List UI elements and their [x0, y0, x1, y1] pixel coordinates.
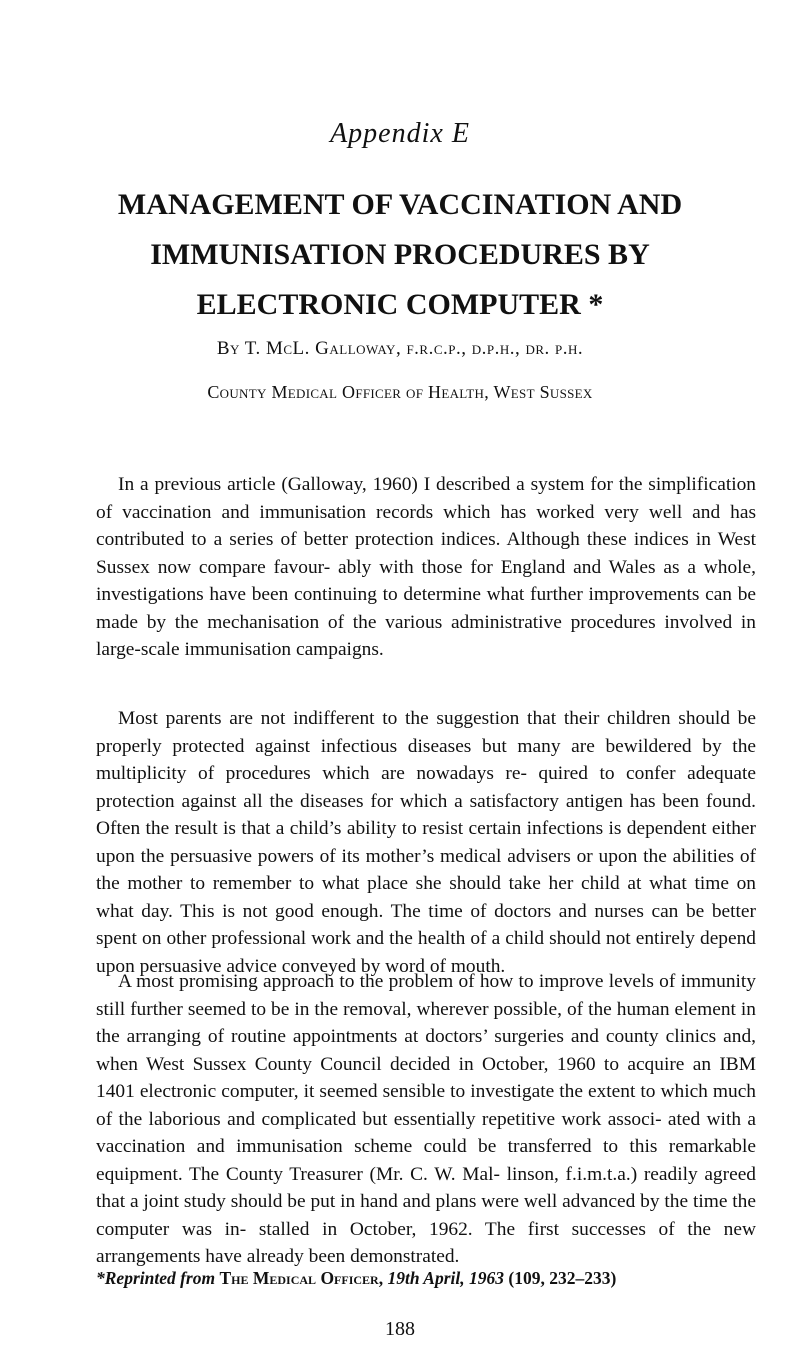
- body-paragraph-1: In a previous article (Galloway, 1960) I described a system for the simplification of vaccination and immunisation records which has worked very well and has contributed to a series of better protection indices. Although these indices in West Sussex now compare favour- ably with those for England and Wales as a whole, investigations have been continuing to determine what further improvements can be made by the mechanisation of the various administrative procedures involved in large-scale immunisation campaigns.: [96, 474, 756, 661]
- footnote-date: 19th April, 1963: [387, 1268, 504, 1288]
- footnote-reference: (109, 232–233): [508, 1268, 617, 1288]
- title-line-2: IMMUNISATION PROCEDURES BY: [150, 238, 650, 271]
- footnote-prefix: *Reprinted from: [96, 1268, 216, 1288]
- title-line-3: ELECTRONIC COMPUTER *: [196, 288, 604, 321]
- article-title: [60, 180, 740, 330]
- body-paragraph-2: Most parents are not indifferent to the suggestion that their children should be properly protected against infectious diseases but many are bewildered by the multiplicity of procedures which are nowadays re- quired to confer adequate protection against all the diseases for which a satisfactory antigen has been found. Often the result is that a child’s ability to resist certain infections is dependent either upon the persuasive powers of its mother’s medical advisers or upon the abilities of the mother to remember to what place she should take her child at what time on what day. This is not good enough. The time of doctors and nurses can be better spent on other professional work and the health of a child should not entirely depend upon persuasive advice conveyed by word of mouth.: [96, 708, 756, 977]
- body-paragraph-3: A most promising approach to the problem of how to improve levels of immunity still further seemed to be in the removal, wherever possible, of the human element in the arranging of routine appointments at doctors’ surgeries and county clinics and, when West Sussex County Council decided in October, 1960 to acquire an IBM 1401 electronic computer, it seemed sensible to investigate the extent to which much of the laborious and complicated but essentially repetitive work associ- ated with a vaccination and immunisation scheme could be transferred to this remarkable equipment. The County Treasurer (Mr. C. W. Mal- linson, f.i.m.t.a.) readily agreed that a joint study should be put in hand and plans were well advanced by the time the computer was in- stalled in October, 1962. The first successes of the new arrangements have already been demonstrated.: [96, 971, 756, 1268]
- title-line-1: MANAGEMENT OF VACCINATION AND: [117, 188, 683, 221]
- footnote: [96, 1268, 756, 1289]
- author-affiliation: County Medical Officer of Health, West Sussex: [207, 382, 593, 402]
- footnote-journal: The Medical Officer,: [219, 1268, 384, 1288]
- page-number: 188: [385, 1318, 415, 1340]
- appendix-label: Appendix E: [330, 118, 470, 149]
- author-line: By T. McL. Galloway, f.r.c.p., d.p.h., dr. p.h.: [216, 338, 584, 359]
